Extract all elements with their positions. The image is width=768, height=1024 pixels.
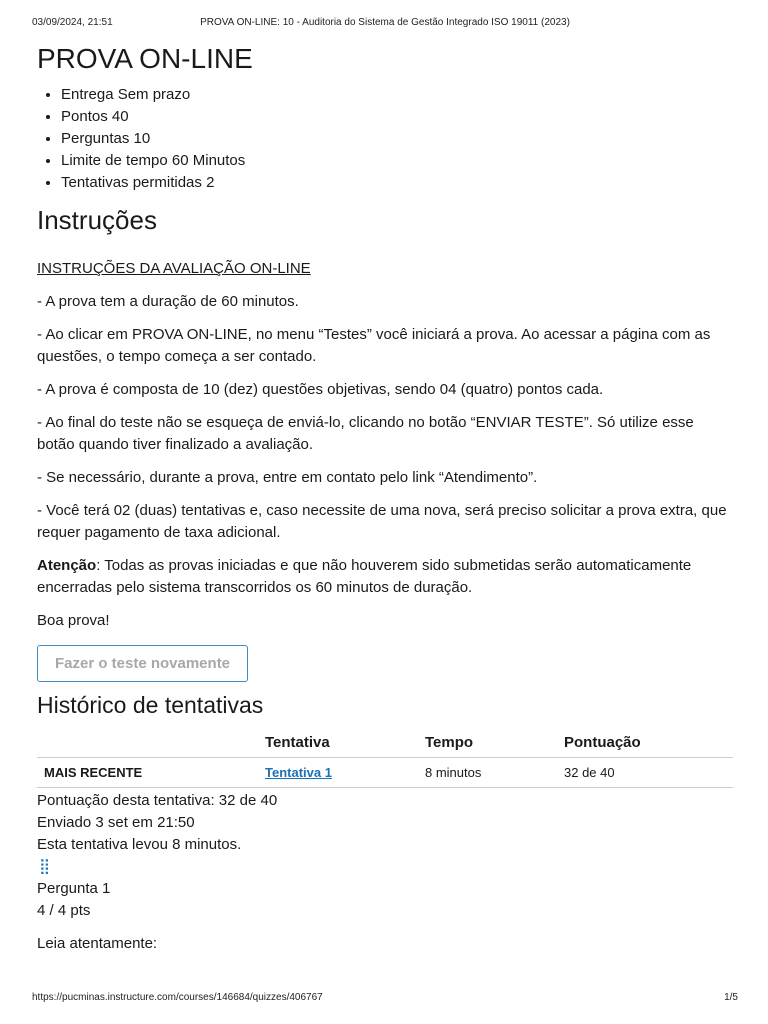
attempt-history-table xyxy=(37,730,733,788)
header-time: Tempo xyxy=(425,730,564,758)
print-header xyxy=(32,17,738,31)
retake-quiz-button[interactable]: Fazer o teste novamente xyxy=(37,645,248,682)
table-header-row xyxy=(37,730,733,758)
instruction-paragraph: - Se necessário, durante a prova, entre em contato pelo link “Atendimento”. xyxy=(37,469,538,486)
attempt-recent-label: MAIS RECENTE xyxy=(37,758,265,788)
quiz-title: PROVA ON-LINE xyxy=(37,43,253,74)
attempt-submitted-line: Enviado 3 set em 21:50 xyxy=(37,814,195,831)
attention-paragraph xyxy=(37,555,735,599)
quiz-details-list xyxy=(37,84,735,194)
attempt-summary xyxy=(37,790,735,856)
detail-questions: • Perguntas 10 xyxy=(61,128,735,150)
print-datetime: 03/09/2024, 21:51 xyxy=(32,17,113,28)
closing-text: Boa prova! xyxy=(37,612,110,629)
attempt-history-heading: Histórico de tentativas xyxy=(37,692,264,718)
main-content xyxy=(37,40,735,955)
instructions-subheading-text: INSTRUÇÕES DA AVALIAÇÃO ON-LINE xyxy=(37,260,311,277)
instruction-paragraph: - Ao clicar em PROVA ON-LINE, no menu “Testes” você iniciará a prova. Ao acessar a página com as questões, o tempo começa a ser contado. xyxy=(37,326,711,365)
detail-allowed-attempts: • Tentativas permitidas 2 xyxy=(61,172,735,194)
question-prompt: Leia atentamente: xyxy=(37,935,158,952)
question-header xyxy=(37,878,735,922)
attention-label: Atenção xyxy=(37,557,97,574)
attempt-link[interactable]: Tentativa 1 xyxy=(265,765,332,780)
detail-time-limit: • Limite de tempo 60 Minutos xyxy=(61,150,735,172)
attempt-duration-line: Esta tentativa levou 8 minutos. xyxy=(37,836,242,853)
print-page-number: 1/5 xyxy=(724,992,738,1003)
print-footer xyxy=(32,992,738,1006)
detail-points: • Pontos 40 xyxy=(61,106,735,128)
attempt-score-line: Pontuação desta tentativa: 32 de 40 xyxy=(37,792,278,809)
attention-text: : Todas as provas iniciadas e que não houverem sido submetidas serão automaticamente encerradas pelo sistema transcorridos os 60 minutos de duração. xyxy=(37,557,692,596)
instruction-paragraph: - Você terá 02 (duas) tentativas e, caso necessite de uma nova, será preciso solicitar a prova extra, que requer pagamento de taxa adicional. xyxy=(37,502,727,541)
header-attempt: Tentativa xyxy=(265,730,425,758)
table-row xyxy=(37,758,733,788)
attempt-cell xyxy=(265,758,425,788)
question-points: 4 / 4 pts xyxy=(37,902,91,919)
instruction-paragraph: - A prova é composta de 10 (dez) questões objetivas, sendo 04 (quatro) pontos cada. xyxy=(37,381,604,398)
instruction-paragraph: - A prova tem a duração de 60 minutos. xyxy=(37,293,299,310)
header-empty xyxy=(37,730,265,758)
detail-due: • Entrega Sem prazo xyxy=(61,84,735,106)
instruction-paragraph: - Ao final do teste não se esqueça de enviá-lo, clicando no botão “ENVIAR TESTE”. Só utilize esse botão quando tiver finalizado a avaliação. xyxy=(37,414,694,453)
drag-handle-icon: ⣿ xyxy=(39,858,49,875)
print-url: https://pucminas.instructure.com/courses/146684/quizzes/406767 xyxy=(32,992,323,1003)
instructions-subheading xyxy=(37,258,735,280)
print-document-title: PROVA ON-LINE: 10 - Auditoria do Sistema de Gestão Integrado ISO 19011 (2023) xyxy=(200,17,570,28)
attempt-score: 32 de 40 xyxy=(564,758,733,788)
attempt-time: 8 minutos xyxy=(425,758,564,788)
instructions-heading: Instruções xyxy=(37,205,157,235)
header-score: Pontuação xyxy=(564,730,733,758)
question-label: Pergunta 1 xyxy=(37,880,111,897)
